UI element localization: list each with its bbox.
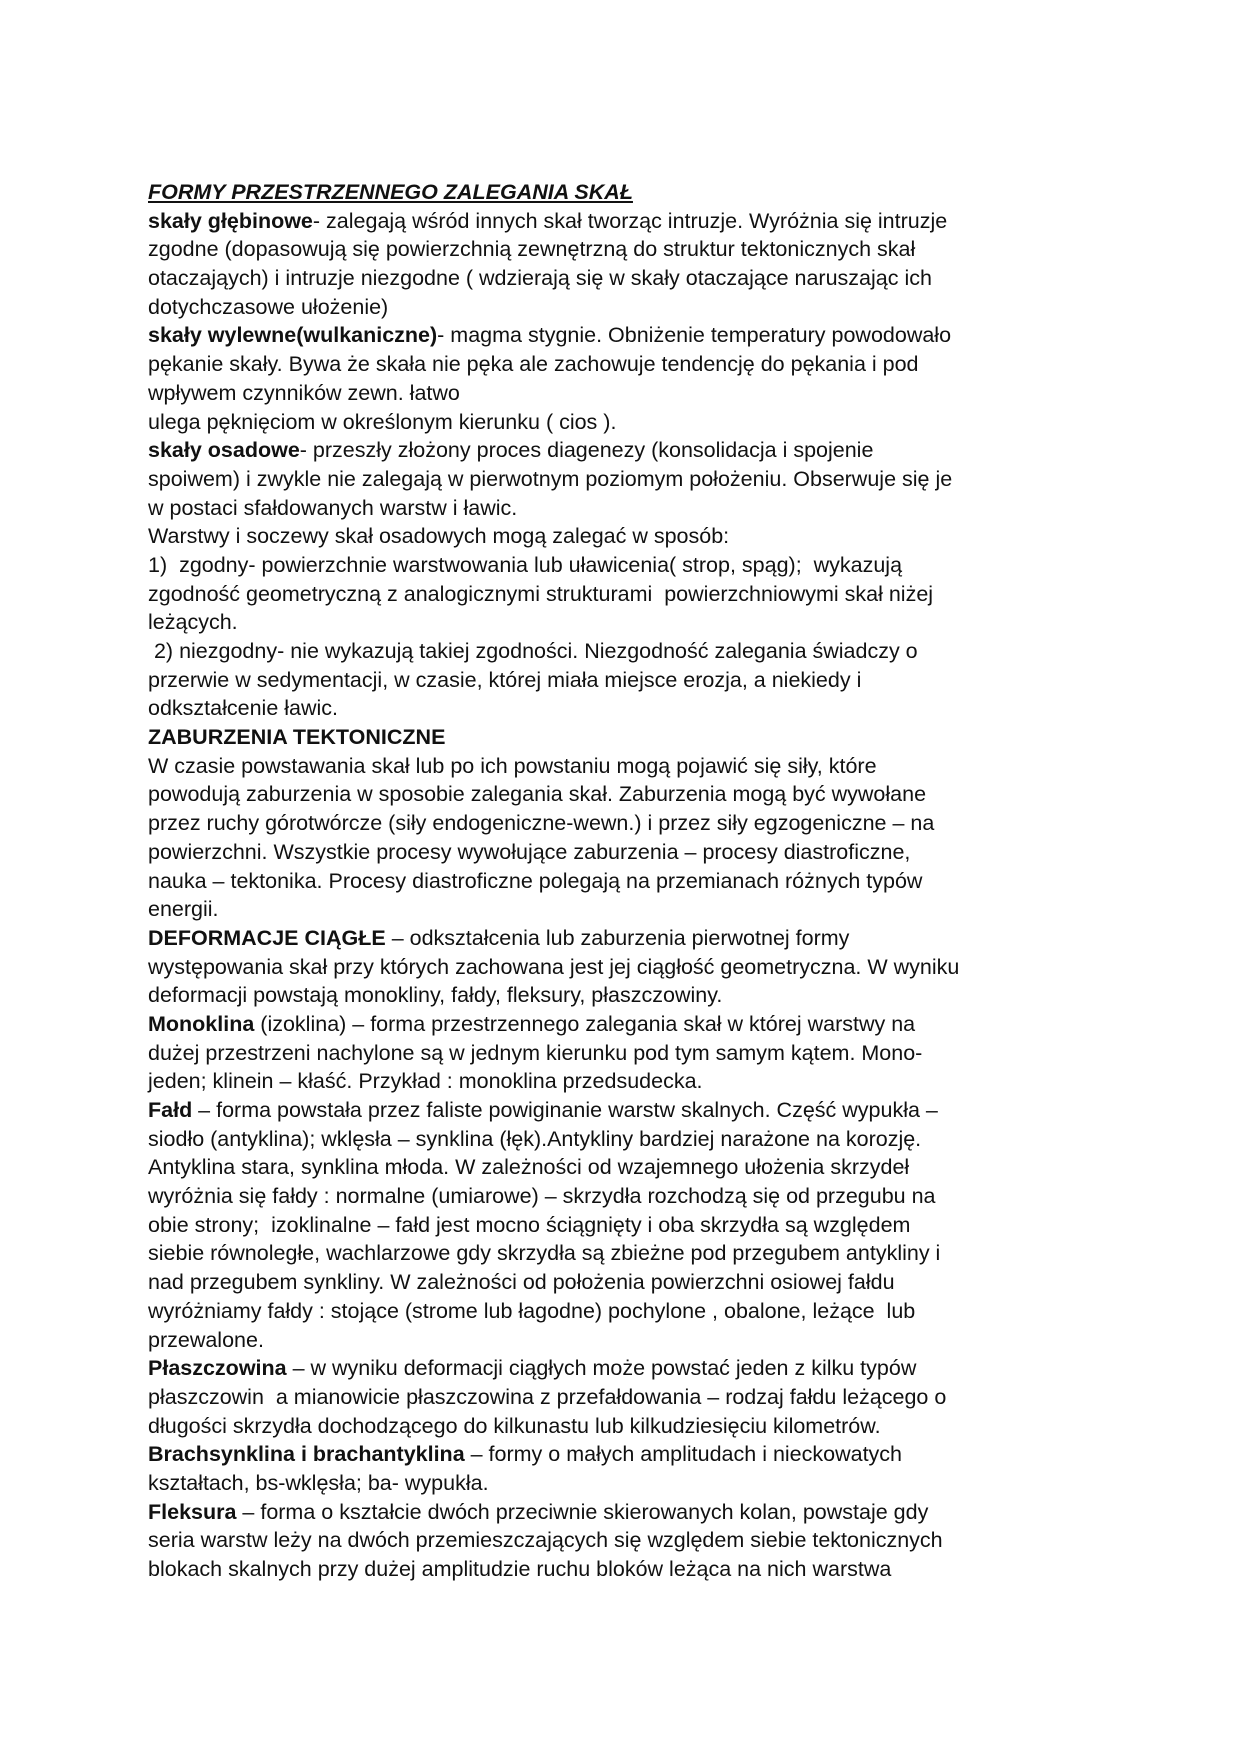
text-line: [148, 867, 1108, 896]
document-title: FORMY PRZESTRZENNEGO ZALEGANIA SKAŁ: [148, 180, 633, 204]
text-line: [148, 809, 1108, 838]
text-line: [148, 780, 1108, 809]
line-text: - zalegają wśród innych skał tworząc intruzje. Wyróżnia się intruzje: [312, 208, 948, 233]
line-text: jeden; klinein – kłaść. Przykład : monoklina przedsudecka.: [148, 1069, 703, 1094]
line-text: otaczająych) i intruzje niezgodne ( wdzierają się w skały otaczające naruszając ich: [148, 266, 932, 291]
line-text: wpływem czynników zewn. łatwo: [148, 380, 460, 405]
bold-term: ZABURZENIA TEKTONICZNE: [148, 725, 446, 750]
text-line: [148, 1096, 1108, 1125]
bold-term: Płaszczowina: [148, 1356, 287, 1381]
line-text: kształtach, bs-wklęsła; ba- wypukła.: [148, 1470, 489, 1495]
line-text: powodują zaburzenia w sposobie zalegania skał. Zaburzenia mogą być wywołane: [148, 782, 927, 807]
text-line: [148, 494, 1108, 523]
text-line: [148, 1297, 1108, 1326]
line-text: ulega pęknięciom w określonym kierunku ( cios ).: [148, 409, 617, 434]
line-text: blokach skalnych przy dużej amplitudzie ruchu bloków leżąca na nich warstwa: [148, 1557, 892, 1581]
line-text: odkształcenie ławic.: [148, 696, 339, 721]
text-line: [148, 666, 1108, 695]
line-text: – odkształcenia lub zaburzenia pierwotnej formy: [385, 925, 850, 950]
text-line: [148, 207, 1108, 236]
text-line: [148, 1354, 1108, 1383]
line-text: energii.: [148, 897, 219, 922]
line-text: 1) zgodny- powierzchnie warstwowania lub uławicenia( strop, spąg); wykazują: [148, 552, 903, 577]
text-line: [148, 838, 1108, 867]
line-text: w postaci sfałdowanych warstw i ławic.: [148, 495, 518, 520]
line-text: W czasie powstawania skał lub po ich powstaniu mogą pojawić się siły, które: [148, 753, 877, 778]
text-line: [148, 1383, 1108, 1412]
line-text: dużej przestrzeni nachylone są w jednym kierunku pod tym samym kątem. Mono-: [148, 1040, 923, 1065]
text-line: [148, 1268, 1108, 1297]
line-text: długości skrzydła dochodzącego do kilkunastu lub kilkudziesięciu kilometrów.: [148, 1413, 881, 1438]
text-line: [148, 752, 1108, 781]
text-line: [148, 1039, 1108, 1068]
text-line: [148, 1440, 1108, 1469]
line-text: nauka – tektonika. Procesy diastroficzne polegają na przemianach różnych typów: [148, 868, 923, 893]
text-line: [148, 379, 1108, 408]
text-line: [148, 981, 1108, 1010]
line-text: Warstwy i soczewy skał osadowych mogą zalegać w sposób:: [148, 524, 730, 549]
bold-term: Brachsynklina i brachantyklina: [148, 1442, 465, 1467]
text-line: [148, 1412, 1108, 1441]
line-text: przewalone.: [148, 1327, 264, 1352]
text-line: [148, 1239, 1108, 1268]
text-line: [148, 1326, 1108, 1355]
text-line: [148, 293, 1108, 322]
line-text: przez ruchy górotwórcze (siły endogeniczne-wewn.) i przez siły egzogeniczne – na: [148, 811, 935, 836]
line-text: pękanie skały. Bywa że skała nie pęka ale zachowuje tendencję do pękania i pod: [148, 352, 919, 377]
text-line: [148, 694, 1108, 723]
text-line: [148, 580, 1108, 609]
document-body: [148, 178, 1108, 1584]
text-line: [148, 465, 1108, 494]
bold-term: skały głębinowe: [148, 208, 313, 233]
text-line: [148, 1067, 1108, 1096]
line-text: powierzchni. Wszystkie procesy wywołujące zaburzenia – procesy diastroficzne,: [148, 839, 911, 864]
line-text: leżących.: [148, 610, 238, 635]
line-text: występowania skał przy których zachowana jest jej ciągłość geometryczna. W wyniku: [148, 954, 960, 979]
text-line: [148, 723, 1108, 752]
text-line: [148, 321, 1108, 350]
line-text: siebie równoległe, wachlarzowe gdy skrzydła są zbieżne pod przegubem antykliny i: [148, 1241, 941, 1266]
bold-term: skały osadowe: [148, 438, 300, 463]
text-line: [148, 551, 1108, 580]
text-line: [148, 953, 1108, 982]
bold-term: Fałd: [148, 1098, 193, 1122]
line-text: płaszczowin a mianowicie płaszczowina z przefałdowania – rodzaj fałdu leżącego o: [148, 1384, 947, 1409]
line-text: spoiwem) i zwykle nie zalegają w pierwotnym poziomym położeniu. Obserwuje się je: [148, 466, 953, 491]
document-text: [148, 207, 1108, 1584]
line-text: wyróżnia się fałdy : normalne (umiarowe) – skrzydła rozchodzą się od przegubu na: [148, 1184, 936, 1209]
line-text: – formy o małych amplitudach i nieckowatych: [464, 1442, 903, 1467]
bold-term: Monoklina: [148, 1011, 255, 1036]
text-line: [148, 235, 1108, 264]
bold-term: skały wylewne(wulkaniczne): [148, 323, 438, 348]
line-text: wyróżniamy fałdy : stojące (strome lub łagodne) pochylone , obalone, leżące lub: [148, 1298, 916, 1323]
line-text: - magma stygnie. Obniżenie temperatury powodowało: [437, 323, 952, 348]
line-text: siodło (antyklina); wklęsła – synklina (łęk).Antykliny bardziej narażone na korozję.: [148, 1126, 922, 1151]
text-line: [148, 1125, 1108, 1154]
line-text: – forma powstała przez faliste powiginanie warstw skalnych. Część wypukła –: [192, 1098, 938, 1122]
line-text: przerwie w sedymentacji, w czasie, której miała miejsce erozja, a niekiedy i: [148, 667, 862, 692]
text-line: [148, 1498, 1108, 1527]
text-line: [148, 522, 1108, 551]
bold-term: Fleksura: [148, 1499, 237, 1524]
line-text: – forma o kształcie dwóch przeciwnie skierowanych kolan, powstaje gdy: [236, 1499, 929, 1524]
bold-term: DEFORMACJE CIĄGŁE: [148, 925, 386, 950]
text-line: [148, 895, 1108, 924]
line-text: – w wyniku deformacji ciągłych może powstać jeden z kilku typów: [286, 1356, 917, 1381]
text-line: [148, 1010, 1108, 1039]
text-line: [148, 1526, 1108, 1555]
line-text: zgodne (dopasowują się powierzchnią zewnętrzną do struktur tektonicznych skał: [148, 237, 916, 262]
line-text: 2) niezgodny- nie wykazują takiej zgodności. Niezgodność zalegania świadczy o: [148, 639, 918, 663]
line-text: dotychczasowe ułożenie): [148, 294, 389, 319]
text-line: [148, 350, 1108, 379]
line-text: deformacji powstają monokliny, fałdy, fleksury, płaszczowiny.: [148, 983, 723, 1008]
line-text: seria warstw leży na dwóch przemieszczających się względem siebie tektonicznych: [148, 1528, 943, 1553]
text-line: [148, 608, 1108, 637]
line-text: obie strony; izoklinalne – fałd jest mocno ściągnięty i oba skrzydła są względem: [148, 1212, 911, 1237]
text-line: [148, 436, 1108, 465]
line-text: (izoklina) – forma przestrzennego zalegania skał w której warstwy na: [254, 1011, 916, 1036]
text-line: [148, 1182, 1108, 1211]
text-line: [148, 1211, 1108, 1240]
text-line: [148, 1469, 1108, 1498]
line-text: zgodność geometryczną z analogicznymi strukturami powierzchniowymi skał niżej: [148, 581, 934, 606]
line-text: nad przegubem synkliny. W zależności od położenia powierzchni osiowej fałdu: [148, 1270, 895, 1295]
text-line: [148, 408, 1108, 437]
text-line: [148, 924, 1108, 953]
text-line: [148, 264, 1108, 293]
text-line: [148, 1153, 1108, 1182]
line-text: - przeszły złożony proces diagenezy (konsolidacja i spojenie: [299, 438, 874, 463]
line-text: Antyklina stara, synklina młoda. W zależności od wzajemnego ułożenia skrzydeł: [148, 1155, 910, 1180]
text-line: [148, 637, 1108, 666]
text-line: [148, 1555, 1108, 1584]
